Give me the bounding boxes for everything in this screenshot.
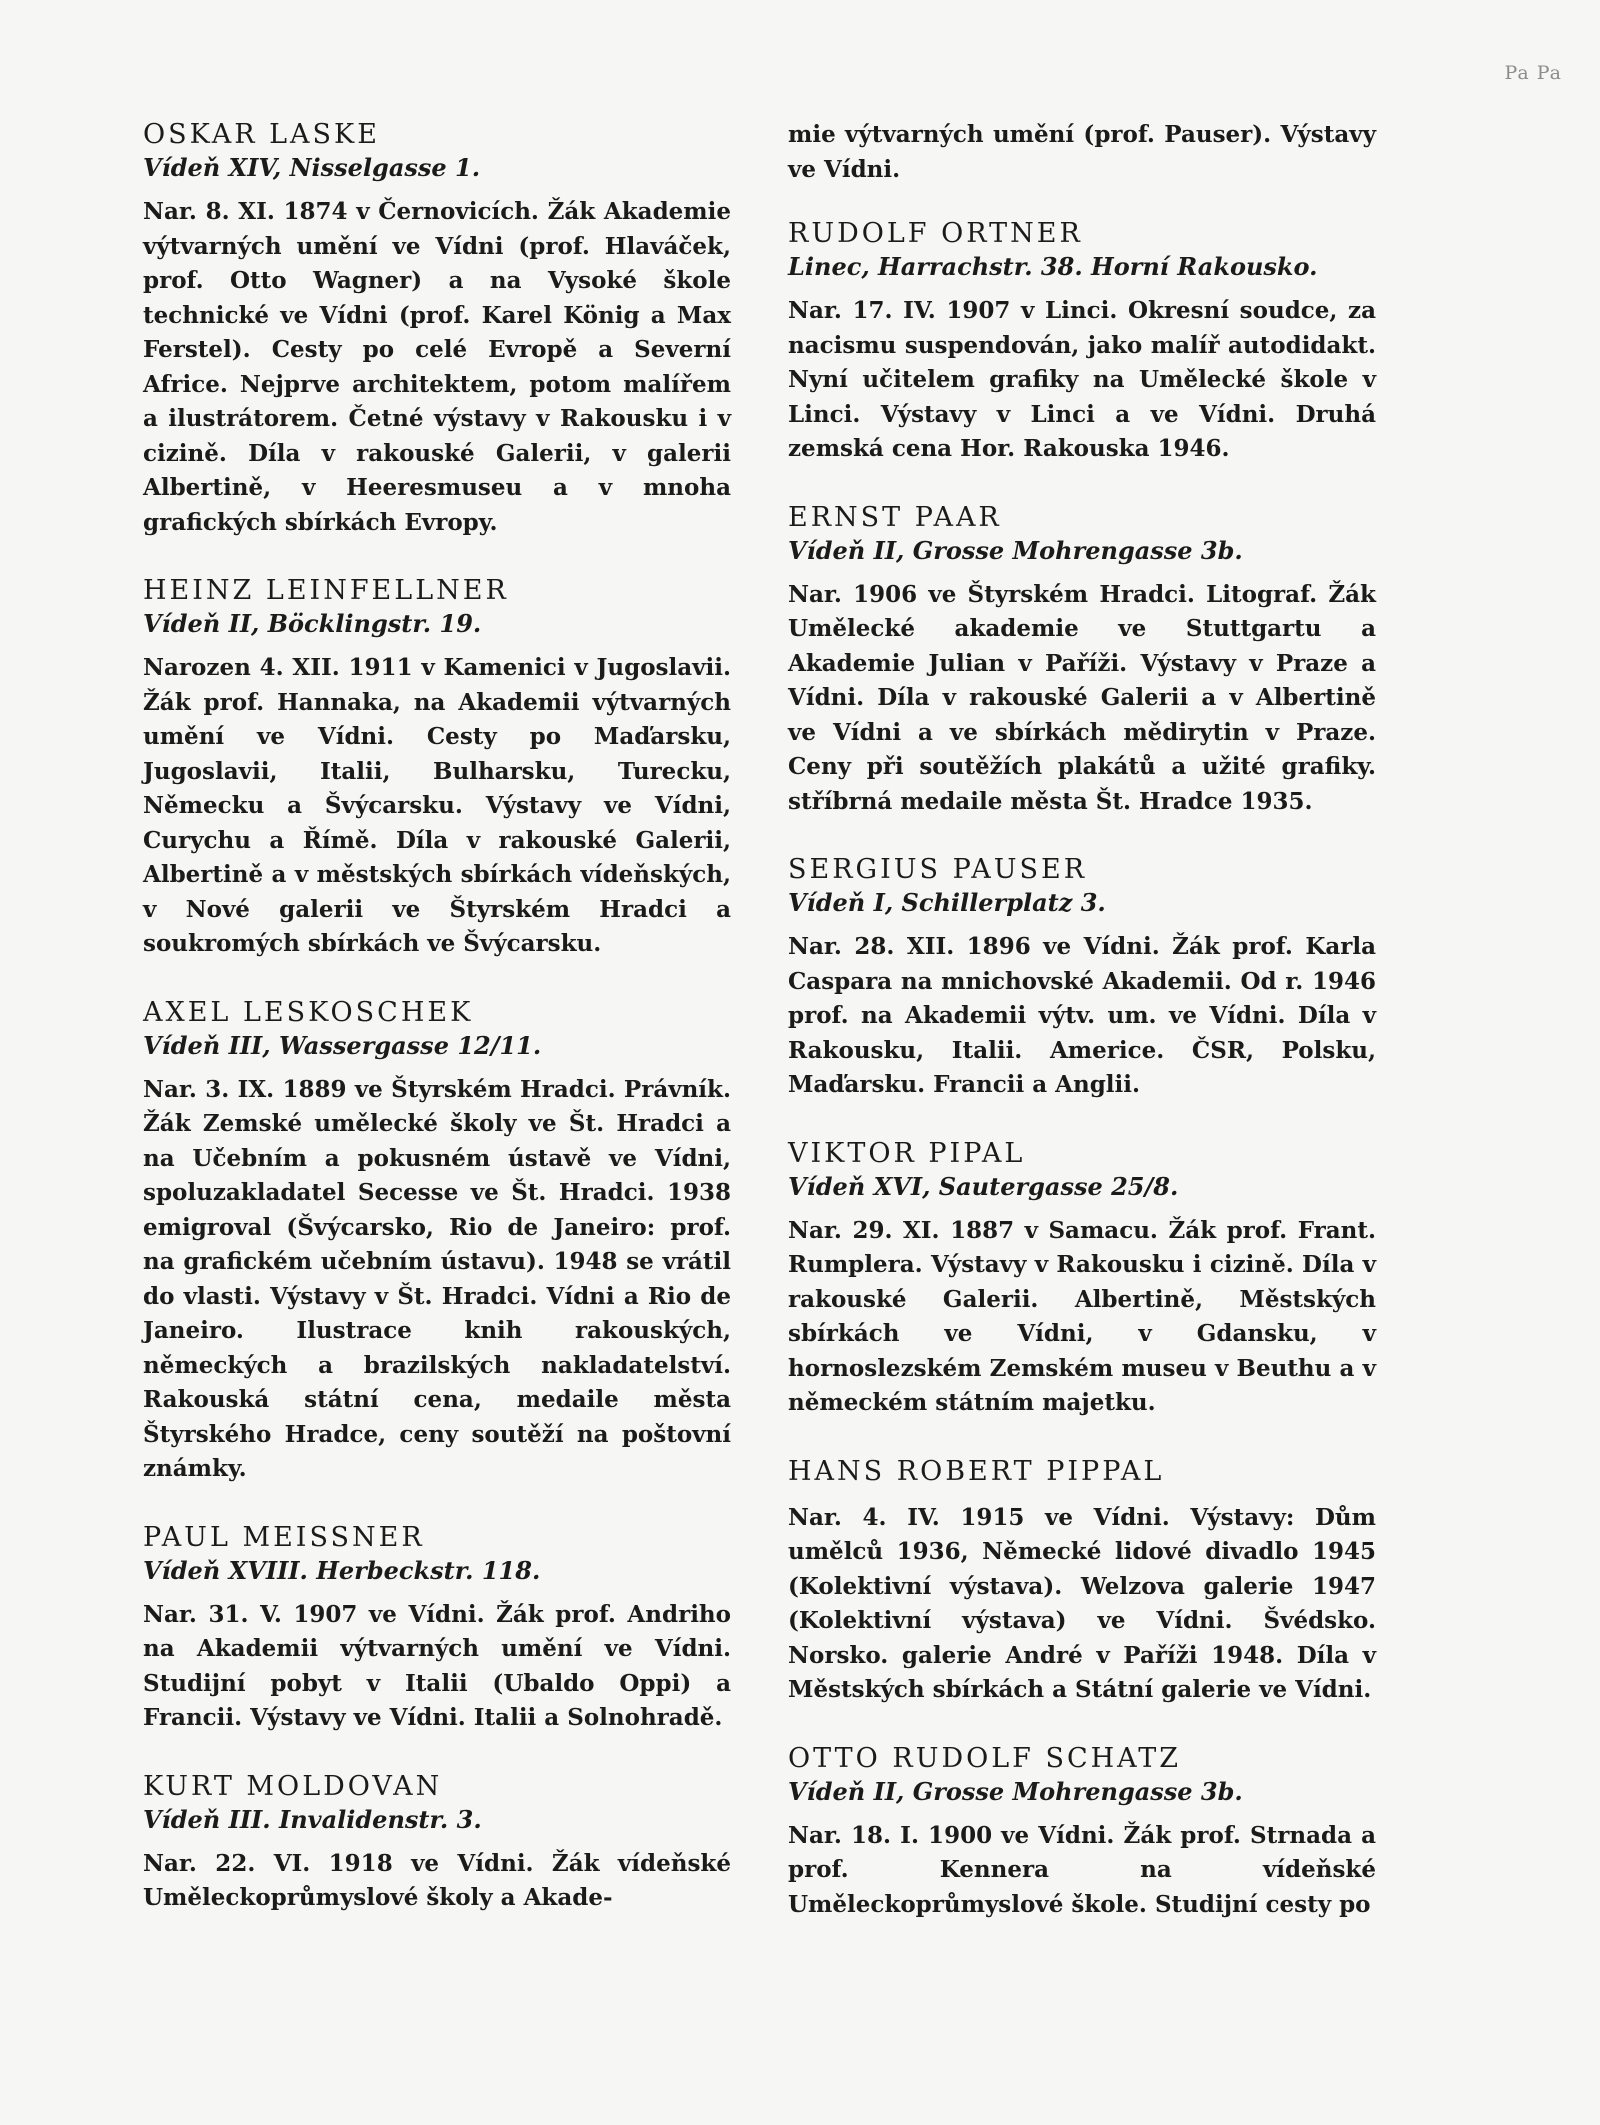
artist-entry [788,853,1376,1103]
artist-address: Vídeň II, Grosse Mohrengasse 3b. [788,535,1243,565]
artist-name: KURT MOLDOVAN [143,1770,443,1802]
artist-biography: Nar. 1906 ve Štyrském Hradci. Litograf. Žák Umělecké akademie ve Stuttgartu a Akademie Julian v Paříži. Výstavy v Praze a Vídni. Díla v rakouské Galerii a v Albertině ve Vídni a ve sbírkách mědirytin v Praze. Ceny při soutěžích plakátů a užité grafiky. stříbrná medaile města Št. Hradce 1935. [788,580,1376,815]
artist-name: OSKAR LASKE [143,119,380,150]
artist-entry [143,1521,731,1736]
artist-entry [788,501,1376,820]
artist-name: AXEL LESKOSCHEK [143,996,474,1028]
artist-biography: Nar. 29. XI. 1887 v Samacu. Žák prof. Frant. Rumplera. Výstavy v Rakousku i cizině. Díla v rakouské Galerii. Albertině, Městských sbírkách ve Vídni, v Gdansku, v hornoslezském Zemském museu v Beuthu a v německém státním majetku. [788,1216,1376,1416]
artist-entry [143,574,731,962]
artist-biography: Nar. 8. XI. 1874 v Černovicích. Žák Akademie výtvarných umění ve Vídni (prof. Hlaváček, prof. Otto Wagner) a na Vysoké škole technické ve Vídni (prof. Karel König a Max Ferstel). Cesty po celé Evropě a Severní Africe. Nejprve architektem, potom malířem a ilustrátorem. Četné výstavy v Rakousku i v cizině. Díla v rakouské Galerii, v galerii Albertině, v Heeresmuseu a v mnoha grafických sbírkách Evropy. [143,198,731,536]
continued-text [788,118,1376,187]
artist-name: RUDOLF ORTNER [788,218,1083,249]
artist-biography: Nar. 22. VI. 1918 ve Vídni. Žák vídeňské Uměleckoprůmyslové školy a Akade- [143,1849,731,1911]
running-header: Pa Pa [1504,62,1562,84]
artist-name: SERGIUS PAUSER [788,854,1088,885]
artist-address: Vídeň III, Wassergasse 12/11. [143,1030,542,1060]
artist-address: Linec, Harrachstr. 38. Horní Rakousko. [788,252,1318,281]
artist-biography: Nar. 31. V. 1907 ve Vídni. Žák prof. Andriho na Akademii výtvarných umění ve Vídni. Studijní pobyt v Italii (Ubaldo Oppi) a Francii. Výstavy ve Vídni. Italii a Solnohradě. [143,1600,731,1731]
artist-biography: Nar. 3. IX. 1889 ve Štyrském Hradci. Právník. Žák Zemské umělecké školy ve Št. Hradci a na Učebním a pokusném ústavě ve Vídni, spoluzakladatel Secesse ve Št. Hradci. 1938 emigroval (Švýcarsko, Rio de Janeiro: prof. na grafickém učebním ústavu). 1948 se vrátil do vlasti. Výstavy v Št. Hradci. Vídni a Rio de Janeiro. Ilustrace knih rakouských, německých a brazilských nakladatelství. Rakouská státní cena, medaile města Štyrského Hradce, ceny soutěží na poštovní známky. [143,1075,731,1482]
artist-entry [143,996,731,1487]
artist-biography: Nar. 18. I. 1900 ve Vídni. Žák prof. Strnada a prof. Kennera na vídeňské Uměleckoprůmyslové škole. Studijní cesty po [788,1821,1376,1918]
artist-address: Vídeň XVI, Sautergasse 25/8. [788,1171,1179,1201]
artist-name: VIKTOR PIPAL [788,1137,1026,1169]
continued-bio: mie výtvarných umění (prof. Pauser). Výstavy ve Vídni. [788,121,1376,183]
artist-entry [788,217,1376,467]
artist-address: Vídeň XIV, Nisselgasse 1. [143,153,481,182]
artist-biography: Nar. 28. XII. 1896 ve Vídni. Žák prof. Karla Caspara na mnichovské Akademii. Od r. 1946 prof. na Akademii výtv. um. ve Vídni. Díla v Rakousku, Italii. Americe. ČSR, Polsku, Maďarsku. Francii a Anglii. [788,933,1376,1098]
artist-name: HEINZ LEINFELLNER [143,575,509,606]
artist-biography: Nar. 17. IV. 1907 v Linci. Okresní soudce, za nacismu suspendován, jako malíř autodidakt. Nyní učitelem grafiky na Umělecké škole v Linci. Výstavy v Linci a ve Vídni. Druhá zemská cena Hor. Rakouska 1946. [788,297,1376,462]
artist-entry [788,1742,1376,1923]
artist-name: HANS ROBERT PIPPAL [788,1455,1165,1487]
artist-biography: Narozen 4. XII. 1911 v Kamenici v Jugoslavii. Žák prof. Hannaka, na Akademii výtvarných umění ve Vídni. Cesty po Maďarsku, Jugoslavii, Italii, Bulharsku, Turecku, Německu a Švýcarsku. Výstavy ve Vídni, Curychu a Římě. Díla v rakouské Galerii, Albertině a v městských sbírkách vídeňských, v Nové galerii ve Štyrském Hradci a soukromých sbírkách ve Švýcarsku. [143,654,731,957]
artist-address: Vídeň I, Schillerplatz 3. [788,888,1106,917]
artist-entry [143,118,731,540]
artist-name: OTTO RUDOLF SCHATZ [788,1742,1181,1774]
artist-entry [788,1137,1376,1421]
artist-name: ERNST PAAR [788,501,1002,533]
artist-address: Vídeň III. Invalidenstr. 3. [143,1804,482,1834]
artist-address: Vídeň II, Böcklingstr. 19. [143,609,482,638]
artist-address: Vídeň XVIII. Herbeckstr. 118. [143,1555,541,1585]
artist-name: PAUL MEISSNER [143,1521,425,1553]
artist-entry [143,1770,731,1916]
right-column [788,118,1376,1956]
artist-address: Vídeň II, Grosse Mohrengasse 3b. [788,1776,1243,1806]
artist-entry [788,1455,1376,1708]
left-column [143,118,731,1950]
artist-biography: Nar. 4. IV. 1915 ve Vídni. Výstavy: Dům umělců 1936, Německé lidové divadlo 1945 (Kolektivní výstava). Welzova galerie 1947 (Kolektivní výstava) ve Vídni. Švédsko. Norsko. galerie André v Paříži 1948. Díla v Městských sbírkách a Státní galerie ve Vídni. [788,1503,1376,1703]
